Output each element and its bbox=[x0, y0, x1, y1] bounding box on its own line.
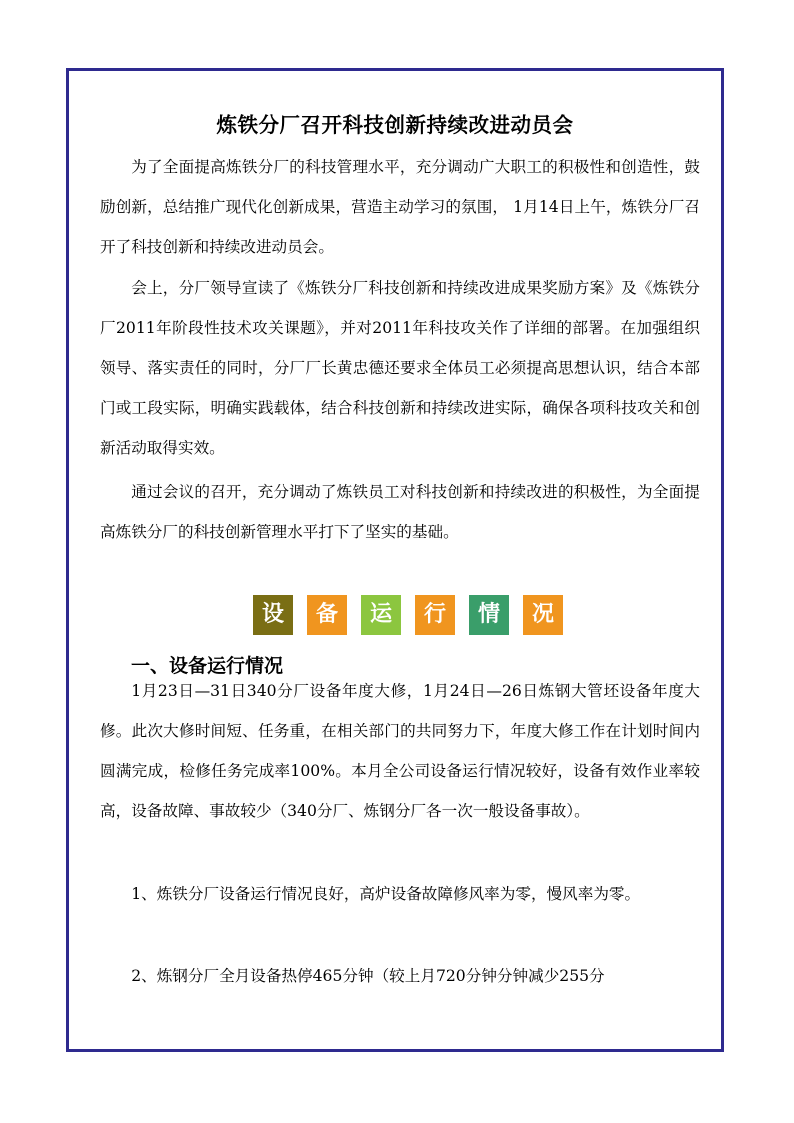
banner-tile-3: 运 bbox=[361, 595, 401, 635]
article-paragraph-1: 为了全面提高炼铁分厂的科技管理水平，充分调动广大职工的积极性和创造性，鼓励创新，总结推广现代化创新成果，营造主动学习的氛围， 1月14日上午，炼铁分厂召开了科技创新和持续改进动员会。 bbox=[100, 158, 700, 256]
section-banner bbox=[253, 595, 563, 635]
article-paragraph-2: 会上，分厂领导宣读了《炼铁分厂科技创新和持续改进成果奖励方案》及《炼铁分厂2011年阶段性技术攻关课题》，并对2011年科技攻关作了详细的部署。在加强组织领导、落实责任的同时，分厂厂长黄忠德还要求全体员工必须提高思想认识，结合本部门或工段实际，明确实践载体，结合科技创新和持续改进实际，确保各项科技攻关和创新活动取得实效。 bbox=[100, 279, 700, 457]
section-heading: 一、设备运行情况 bbox=[131, 655, 284, 677]
article-title: 炼铁分厂召开科技创新持续改进动员会 bbox=[216, 113, 574, 137]
section-paragraph-1: 1月23日—31日340分厂设备年度大修，1月24日—26日炼钢大管坯设备年度大修。此次大修时间短、任务重，在相关部门的共同努力下，年度大修工作在计划时间内圆满完成，检修任务完成率100%。本月全公司设备运行情况较好，设备有效作业率较高，设备故障、事故较少（340分厂、炼钢分厂各一次一般设备事故）。 bbox=[100, 682, 700, 820]
banner-tile-6: 况 bbox=[523, 595, 563, 635]
banner-tile-5: 情 bbox=[469, 595, 509, 635]
article-paragraph-3: 通过会议的召开，充分调动了炼铁员工对科技创新和持续改进的积极性，为全面提高炼铁分厂的科技创新管理水平打下了坚实的基础。 bbox=[100, 483, 700, 541]
banner-tile-1: 设 bbox=[253, 595, 293, 635]
page-frame bbox=[66, 68, 724, 1052]
section-paragraph-2: 1、炼铁分厂设备运行情况良好，高炉设备故障修风率为零，慢风率为零。 bbox=[131, 885, 641, 903]
section-paragraph-3: 2、炼钢分厂全月设备热停465分钟（较上月720分钟分钟减少255分 bbox=[131, 967, 605, 985]
banner-tile-4: 行 bbox=[415, 595, 455, 635]
banner-tile-2: 备 bbox=[307, 595, 347, 635]
